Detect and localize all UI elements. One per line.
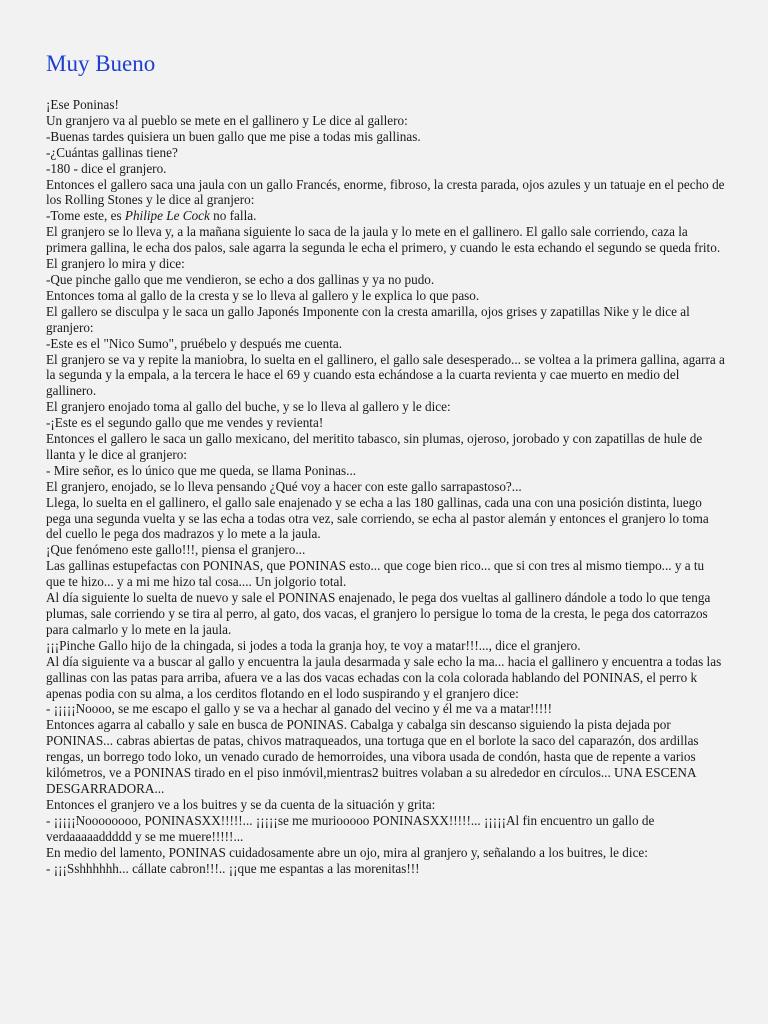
story-line: Al día siguiente lo suelta de nuevo y sale el PONINAS enajenado, le pega dos vueltas al gallinero dándole a todo lo que tenga plumas, sale corriendo y se tira al perro, al gato, dos vacas, el granjero lo persigue lo toma de la cresta, le pega dos catorrazos para calmarlo y lo mete en la jaula. [46,590,711,637]
story-line: - ¡¡¡Sshhhhhh... cállate cabron!!!.. ¡¡que me espantas a las morenitas!!! [46,860,420,876]
story-line: El granjero se va y repite la maniobra, lo suelta en el gallinero, el gallo sale desesperado... se voltea a la primera gallina, agarra a la segunda y la empala, a la tercera le hace el 69 y cuando esta echándose a la cuarta revienta y cae muerto en medio del gallinero. [46,351,725,399]
story-line: -¡Este es el segundo gallo que me vendes y revienta! [46,415,324,431]
story-line: Un granjero va al pueblo se mete en el gallinero y Le dice al gallero: [46,112,408,128]
story-line-tome [46,208,726,224]
story-line: Entonces el granjero ve a los buitres y se da cuenta de la situación y grita: [46,796,436,812]
story-line: - ¡¡¡¡¡Noooo, se me escapo el gallo y se va a hechar al ganado del vecino y él me va a matar!!!!! [46,701,553,717]
story-line: -180 - dice el granjero. [46,160,167,176]
rooster-name: Philipe Le Cock [124,208,210,224]
story-line: ¡Que fenómeno este gallo!!!, piensa el granjero... [46,542,306,558]
story-line: -Este es el "Nico Sumo", pruébelo y después me cuenta. [46,335,343,351]
story-line: Entonces el gallero saca una jaula con un gallo Francés, enorme, fibroso, la cresta parada, ojos azules y un tatuaje en el pecho de los Rolling Stones y le dice al granjero: [46,176,725,208]
story-line: El granjero, enojado, se lo lleva pensando ¿Qué voy a hacer con este gallo sarrapastoso?... [46,478,522,494]
tome-after: no falla. [209,208,257,224]
story-line: -Buenas tardes quisiera un buen gallo que me pise a todas mis gallinas. [46,128,421,144]
story-line: - ¡¡¡¡¡Noooooooo, PONINASXX!!!!!... ¡¡¡¡¡se me muriooooo PONINASXX!!!!!... ¡¡¡¡¡Al fin encuentro un gallo de verdaaaaaddddd y se me muere!!!!!... [46,812,655,844]
story-line: Al día siguiente va a buscar al gallo y encuentra la jaula desarmada y sale echo la ma... hacia el gallinero y encuentra a todas las gallinas con las patas para arriba, afuera ve a las dos vacas echadas con la cola colorada hablando del PONINAS, el perro k apenas podia con su alma, a los cerditos flotando en el lodo suspirando y el granjero dice: [46,653,722,701]
page-title: Muy Bueno [46,51,156,76]
story-body [46,97,726,876]
story-line: Llega, lo suelta en el gallinero, el gallo sale enajenado y se echa a las 180 gallinas, cada una con una posición distinta, luego pega una segunda vuelta y se las echa a todas otra vez, sale corriendo, se echa al pastor alemán y entonces el granjero lo toma del cuello le pega dos madrazos y lo mete a la jaula. [46,494,709,542]
story-line: -Que pinche gallo que me vendieron, se echo a dos gallinas y ya no pudo. [46,271,435,287]
story-line: ¡Ese Poninas! [46,97,119,112]
story-line: En medio del lamento, PONINAS cuidadosamente abre un ojo, mira al granjero y, señalando a los buitres, le dice: [46,844,648,860]
story-line: El granjero lo mira y dice: [46,256,185,272]
story-line: ¡¡¡Pinche Gallo hijo de la chingada, si jodes a toda la granja hoy, te voy a matar!!!..., dice el granjero. [46,637,581,653]
story-line: Entonces agarra al caballo y sale en busca de PONINAS. Cabalga y cabalga sin descanso siguiendo la pista dejada por PONINAS... cabras abiertas de patas, chivos matraqueados, una tortuga que en el borlote la saco del caparazón, dos ardillas rengas, un borrego todo loko, un venado curado de hemorroides, una vibora usada de condón, hasta que de repente a varios kilómetros, ve a PONINAS tirado en el piso inmóvil,mientras2 buitres volaban a su alrededor en círculos... UNA ESCENA DESGARRADORA... [46,717,699,796]
story-line: Entonces toma al gallo de la cresta y se lo lleva al gallero y le explica lo que paso. [46,287,480,303]
story-line: El gallero se disculpa y le saca un gallo Japonés Imponente con la cresta amarilla, ojos grises y zapatillas Nike y le dice al granjero: [46,303,690,335]
tome-before: -Tome este, es [46,208,125,224]
story-line: Entonces el gallero le saca un gallo mexicano, del meritito tabasco, sin plumas, ojeroso, jorobado y con zapatillas de hule de llanta y le dice al granjero: [46,431,703,462]
story-line: -¿Cuántas gallinas tiene? [46,144,178,160]
story-line: - Mire señor, es lo único que me queda, se llama Poninas... [46,462,357,478]
story-line: El granjero enojado toma al gallo del buche, y se lo lleva al gallero y le dice: [46,399,451,415]
story-line: Las gallinas estupefactas con PONINAS, que PONINAS esto... que coge bien rico... que si con tres al mismo tiempo... y a tu que te hizo... y a mi me hizo tal cosa.... Un jolgorio total. [46,558,705,590]
story-line: El granjero se lo lleva y, a la mañana siguiente lo saca de la jaula y lo mete en el gallinero. El gallo sale corriendo, caza la primera gallina, le echa dos palos, sale agarra la segunda le echa el primero, y cuando le esta echando el segundo se queda frito. [46,224,721,256]
